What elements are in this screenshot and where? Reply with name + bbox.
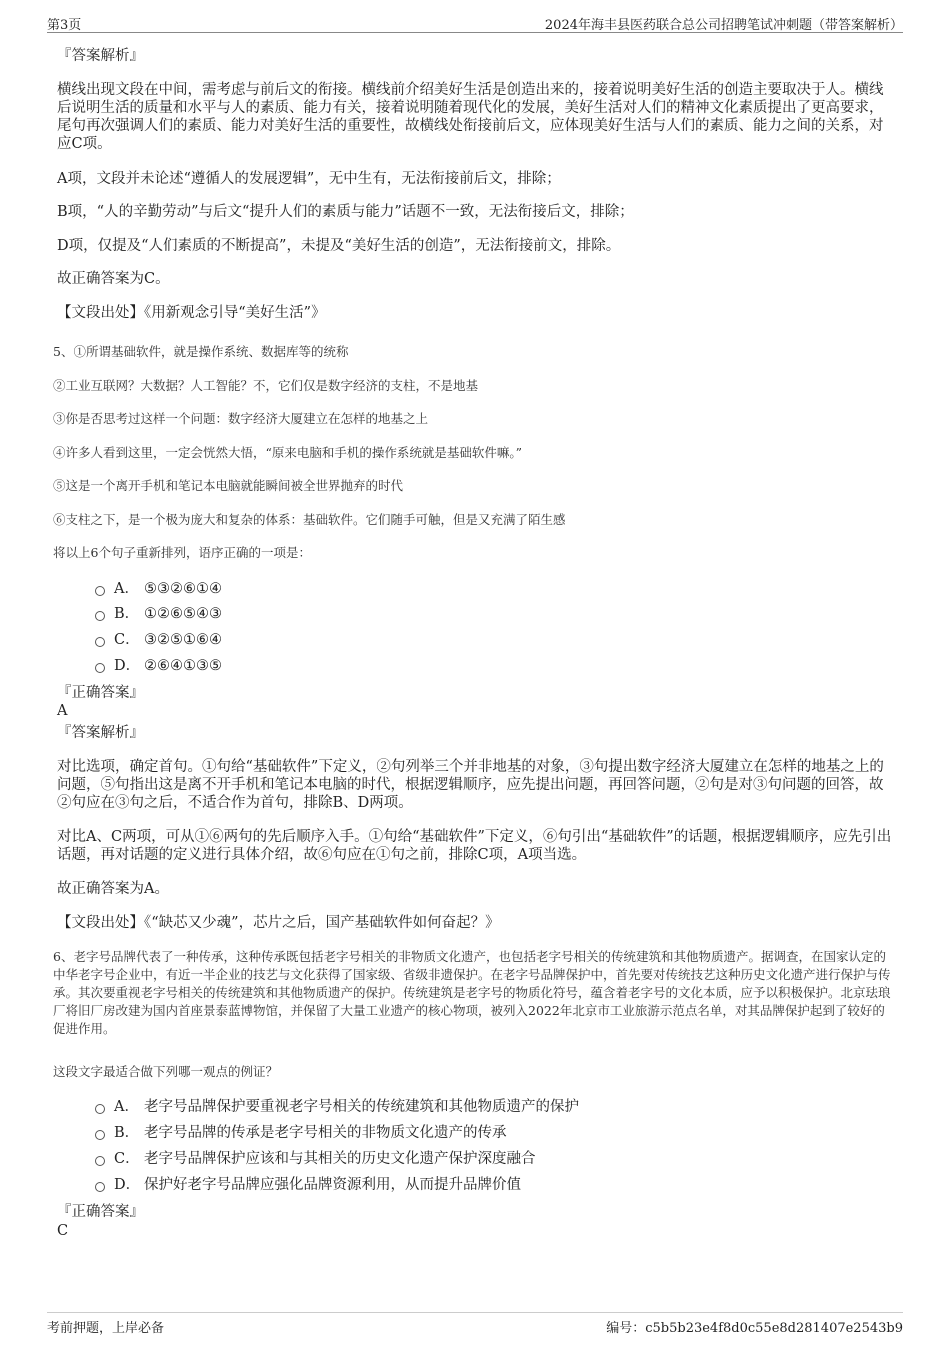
footer-slogan: 考前押题，上岸必备 bbox=[47, 1321, 165, 1336]
q4-analysis-option-d: D项，仅提及“人们素质的不断提高”，未提及“美好生活的创造”，无法衔接前文，排除。 bbox=[57, 238, 621, 254]
q6-answer-label: 『正确答案』 bbox=[57, 1204, 144, 1220]
q6-option-a[interactable]: A． 老字号品牌保护要重视老字号相关的传统建筑和其他物质遗产的保护 bbox=[95, 1097, 579, 1117]
radio-icon[interactable] bbox=[95, 1182, 105, 1192]
q6-prompt: 这段文字最适合做下列哪一观点的例证？ bbox=[53, 1064, 279, 1079]
q5-sentence-6: ⑥支柱之下，是一个极为庞大和复杂的体系：基础软件。它们随手可触，但是又充满了陌生感 bbox=[53, 512, 566, 527]
q5-option-d[interactable]: D． ②⑥④①③⑤ bbox=[95, 656, 222, 676]
q5-sentence-4: ④许多人看到这里，一定会恍然大悟，“原来电脑和手机的操作系统就是基础软件嘛。” bbox=[53, 445, 523, 460]
document-code-label: 编号： bbox=[606, 1321, 646, 1336]
page-header bbox=[47, 12, 903, 33]
q5-option-c[interactable]: C． ③②⑤①⑥④ bbox=[95, 630, 222, 650]
radio-icon[interactable] bbox=[95, 1130, 105, 1140]
q5-sentence-3: ③你是否思考过这样一个问题：数字经济大厦建立在怎样的地基之上 bbox=[53, 411, 429, 426]
q4-analysis-option-b: B项，“人的辛勤劳动”与后文“提升人们的素质与能力”话题不一致，无法衔接后文，排除； bbox=[57, 204, 634, 220]
q5-answer-label: 『正确答案』 bbox=[57, 685, 144, 701]
radio-icon[interactable] bbox=[95, 1156, 105, 1166]
radio-icon[interactable] bbox=[95, 586, 105, 596]
page-number: 第3页 bbox=[47, 18, 82, 33]
q5-option-a[interactable]: A． ⑤③②⑥①④ bbox=[95, 579, 222, 599]
radio-icon[interactable] bbox=[95, 663, 105, 673]
radio-icon[interactable] bbox=[95, 1104, 105, 1114]
q6-option-d[interactable]: D． 保护好老字号品牌应强化品牌资源利用，从而提升品牌价值 bbox=[95, 1175, 521, 1195]
q5-prompt: 将以上6个句子重新排列，语序正确的一项是： bbox=[53, 545, 311, 560]
q5-sentence-1: 5、①所谓基础软件，就是操作系统、数据库等的统称 bbox=[53, 344, 349, 359]
page-footer bbox=[47, 1312, 903, 1337]
q5-analysis-label: 『答案解析』 bbox=[57, 725, 144, 741]
q4-analysis-option-a: A项，文段并未论述“遵循人的发展逻辑”，无中生有，无法衔接前后文，排除； bbox=[57, 171, 561, 187]
document-title: 2024年海丰县医药联合总公司招聘笔试冲刺题（带答案解析） bbox=[544, 18, 903, 33]
q5-source: 【文段出处】《“缺芯又少魂”，芯片之后，国产基础软件如何奋起？》 bbox=[57, 915, 500, 931]
radio-icon[interactable] bbox=[95, 611, 105, 621]
q6-answer: C bbox=[57, 1223, 69, 1239]
q4-conclusion: 故正确答案为C。 bbox=[57, 271, 170, 287]
document-code-value: c5b5b23e4f8d0c55e8d281407e2543b9 bbox=[645, 1321, 903, 1336]
q5-analysis-paragraph-2: 对比A、C两项，可从①⑥两句的先后顺序入手。①句给“基础软件”下定义，⑥句引出“基础软件”的话题，根据逻辑顺序，应先引出话题，再对话题的定义进行具体介绍，故⑥句应在①句之前，排除C项，A项当选。 bbox=[57, 829, 892, 863]
q5-conclusion: 故正确答案为A。 bbox=[57, 881, 169, 897]
radio-icon[interactable] bbox=[95, 637, 105, 647]
q4-analysis-label: 『答案解析』 bbox=[57, 48, 144, 64]
q6-option-b[interactable]: B． 老字号品牌的传承是老字号相关的非物质文化遗产的传承 bbox=[95, 1123, 507, 1143]
q5-analysis-paragraph-1: 对比选项，确定首句。①句给“基础软件”下定义，②句列举三个并非地基的对象，③句提出数字经济大厦建立在怎样的地基之上的问题，⑤句指出这是离不开手机和笔记本电脑的时代，根据逻辑顺序，应先提出问题，再回答问题，②句是对③句问题的回答，故②句应在③句之后，不适合作为首句，排除B、D两项。 bbox=[57, 759, 884, 811]
q4-analysis-paragraph: 横线出现文段在中间，需考虑与前后文的衔接。横线前介绍美好生活是创造出来的，接着说明美好生活的创造主要取决于人。横线后说明生活的质量和水平与人的素质、能力有关，接着说明随着现代化的发展，美好生活对人们的精神文化素质提出了更高要求，尾句再次强调人们的素质、能力对美好生活的重要性，故横线处衔接前后文，应体现美好生活与人们的素质、能力之间的关系，对应C项。 bbox=[57, 82, 884, 152]
q6-stem: 6、老字号品牌代表了一种传承，这种传承既包括老字号相关的非物质文化遗产，也包括老字号相关的传统建筑和其他物质遗产。据调查，在国家认定的中华老字号企业中，有近一半企业的技艺与文化获得了国家级、省级非遗保护。在老字号品牌保护中，首先要对传统技艺这种历史文化遗产进行保护与传承。其次要重视老字号相关的传统建筑和其他物质遗产的保护。传统建筑是老字号的物质化符号，蕴含着老字号的文化本质，应予以积极保护。北京珐琅厂将旧厂房改建为国内首座景泰蓝博物馆，并保留了大量工业遗产的核心物项，被列入2022年北京市工业旅游示范点名单，对其品牌保护起到了较好的促进作用。 bbox=[53, 949, 891, 1036]
q5-sentence-2: ②工业互联网？大数据？人工智能？不，它们仅是数字经济的支柱，不是地基 bbox=[53, 378, 479, 393]
q5-option-b[interactable]: B． ①②⑥⑤④③ bbox=[95, 604, 222, 624]
q4-source: 【文段出处】《用新观念引导“美好生活”》 bbox=[57, 305, 326, 321]
document-code bbox=[606, 1317, 903, 1336]
q5-sentence-5: ⑤这是一个离开手机和笔记本电脑就能瞬间被全世界抛弃的时代 bbox=[53, 478, 404, 493]
q6-option-c[interactable]: C． 老字号品牌保护应该和与其相关的历史文化遗产保护深度融合 bbox=[95, 1149, 536, 1169]
q5-answer: A bbox=[57, 703, 68, 719]
